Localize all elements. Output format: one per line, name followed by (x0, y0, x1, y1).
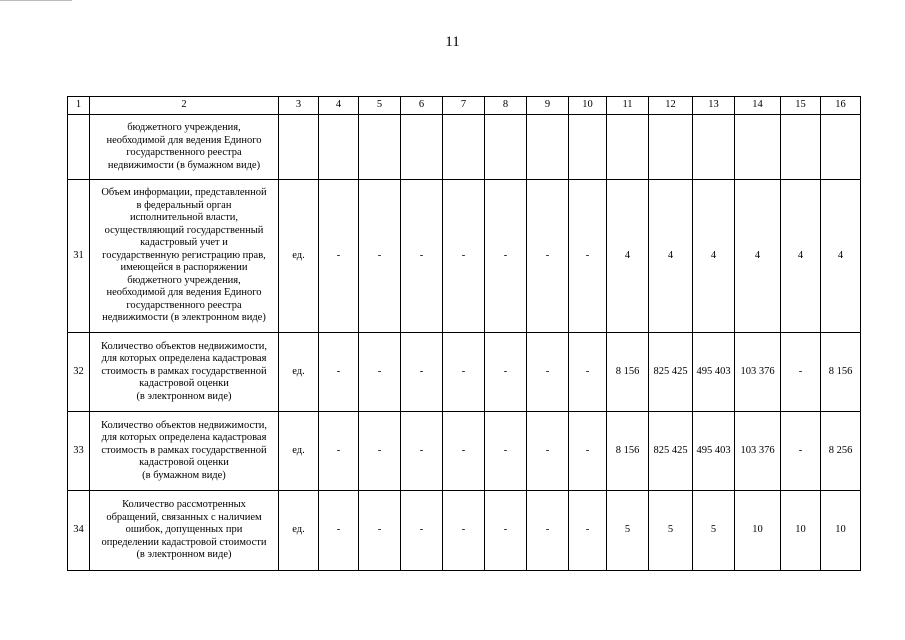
data-table (67, 96, 861, 571)
value-cell: - (319, 491, 359, 571)
value-cell: - (527, 491, 569, 571)
value-cell (649, 115, 693, 180)
value-cell: 5 (649, 491, 693, 571)
value-cell: - (401, 333, 443, 412)
row-description: Количество рассмотренных обращений, связанных с наличием ошибок, допущенных при определении кадастровой стоимости (в электронном виде) (90, 491, 279, 571)
row-unit: ед. (279, 412, 319, 491)
value-cell: - (359, 333, 401, 412)
value-cell: - (401, 491, 443, 571)
value-cell: - (319, 412, 359, 491)
page-number: 11 (445, 34, 460, 50)
value-cell: 4 (821, 180, 861, 333)
table-row (68, 115, 861, 180)
value-cell: - (527, 180, 569, 333)
table-row (68, 180, 861, 333)
header-cell: 1 (68, 97, 90, 115)
value-cell (319, 115, 359, 180)
value-cell: 4 (781, 180, 821, 333)
row-description: бюджетного учреждения, необходимой для ведения Единого государственного реестра недвижимости (в бумажном виде) (90, 115, 279, 180)
value-cell (401, 115, 443, 180)
value-cell: - (401, 180, 443, 333)
value-cell: 10 (735, 491, 781, 571)
header-cell: 6 (401, 97, 443, 115)
row-number (68, 115, 90, 180)
row-number: 34 (68, 491, 90, 571)
value-cell: 103 376 (735, 412, 781, 491)
value-cell (735, 115, 781, 180)
value-cell: - (485, 180, 527, 333)
value-cell: - (319, 333, 359, 412)
value-cell: 4 (693, 180, 735, 333)
header-cell: 13 (693, 97, 735, 115)
row-unit: ед. (279, 333, 319, 412)
row-number: 31 (68, 180, 90, 333)
value-cell: - (569, 180, 607, 333)
value-cell (607, 115, 649, 180)
value-cell: 4 (649, 180, 693, 333)
row-description: Количество объектов недвижимости, для которых определена кадастровая стоимость в рамках государственной кадастровой оценки (в электронном виде) (90, 333, 279, 412)
value-cell: - (569, 333, 607, 412)
header-cell: 14 (735, 97, 781, 115)
value-cell: 10 (781, 491, 821, 571)
header-cell: 15 (781, 97, 821, 115)
value-cell: - (319, 180, 359, 333)
value-cell (359, 115, 401, 180)
value-cell: - (569, 412, 607, 491)
value-cell (781, 115, 821, 180)
header-cell: 3 (279, 97, 319, 115)
table-row (68, 491, 861, 571)
value-cell: 8 156 (607, 333, 649, 412)
header-cell: 2 (90, 97, 279, 115)
value-cell: 825 425 (649, 333, 693, 412)
value-cell: 8 156 (607, 412, 649, 491)
value-cell: - (359, 412, 401, 491)
value-cell: - (485, 412, 527, 491)
table-header-row (68, 97, 861, 115)
row-unit (279, 115, 319, 180)
value-cell: - (527, 412, 569, 491)
value-cell: - (443, 180, 485, 333)
value-cell: - (359, 491, 401, 571)
header-cell: 11 (607, 97, 649, 115)
row-description: Объем информации, представленной в федеральный орган исполнительной власти, осуществляющий государственный кадастровый учет и государственную регистрацию прав, имеющейся в распоряжении бюджетного учреждения, необходимой для ведения Единого государственного реестра недвижимости (в электронном виде) (90, 180, 279, 333)
value-cell: - (781, 412, 821, 491)
value-cell: 495 403 (693, 412, 735, 491)
row-unit: ед. (279, 180, 319, 333)
header-cell: 12 (649, 97, 693, 115)
value-cell: 8 156 (821, 333, 861, 412)
header-cell: 8 (485, 97, 527, 115)
value-cell: 495 403 (693, 333, 735, 412)
value-cell: - (359, 180, 401, 333)
header-cell: 16 (821, 97, 861, 115)
value-cell: - (485, 333, 527, 412)
value-cell (821, 115, 861, 180)
header-cell: 5 (359, 97, 401, 115)
value-cell (569, 115, 607, 180)
row-number: 33 (68, 412, 90, 491)
header-cell: 10 (569, 97, 607, 115)
header-cell: 9 (527, 97, 569, 115)
table-row (68, 412, 861, 491)
value-cell (527, 115, 569, 180)
value-cell (443, 115, 485, 180)
value-cell: - (443, 491, 485, 571)
value-cell: 825 425 (649, 412, 693, 491)
value-cell (693, 115, 735, 180)
value-cell: - (443, 412, 485, 491)
header-cell: 4 (319, 97, 359, 115)
value-cell (485, 115, 527, 180)
value-cell: - (485, 491, 527, 571)
value-cell: - (527, 333, 569, 412)
table-row (68, 333, 861, 412)
value-cell: - (569, 491, 607, 571)
value-cell: 4 (735, 180, 781, 333)
value-cell: 5 (693, 491, 735, 571)
value-cell: 4 (607, 180, 649, 333)
value-cell: 103 376 (735, 333, 781, 412)
row-unit: ед. (279, 491, 319, 571)
value-cell: 5 (607, 491, 649, 571)
header-cell: 7 (443, 97, 485, 115)
row-number: 32 (68, 333, 90, 412)
row-description: Количество объектов недвижимости, для которых определена кадастровая стоимость в рамках государственной кадастровой оценки (в бумажном виде) (90, 412, 279, 491)
value-cell: - (781, 333, 821, 412)
value-cell: - (401, 412, 443, 491)
value-cell: 10 (821, 491, 861, 571)
value-cell: 8 256 (821, 412, 861, 491)
value-cell: - (443, 333, 485, 412)
scan-edge-mark (0, 0, 72, 3)
